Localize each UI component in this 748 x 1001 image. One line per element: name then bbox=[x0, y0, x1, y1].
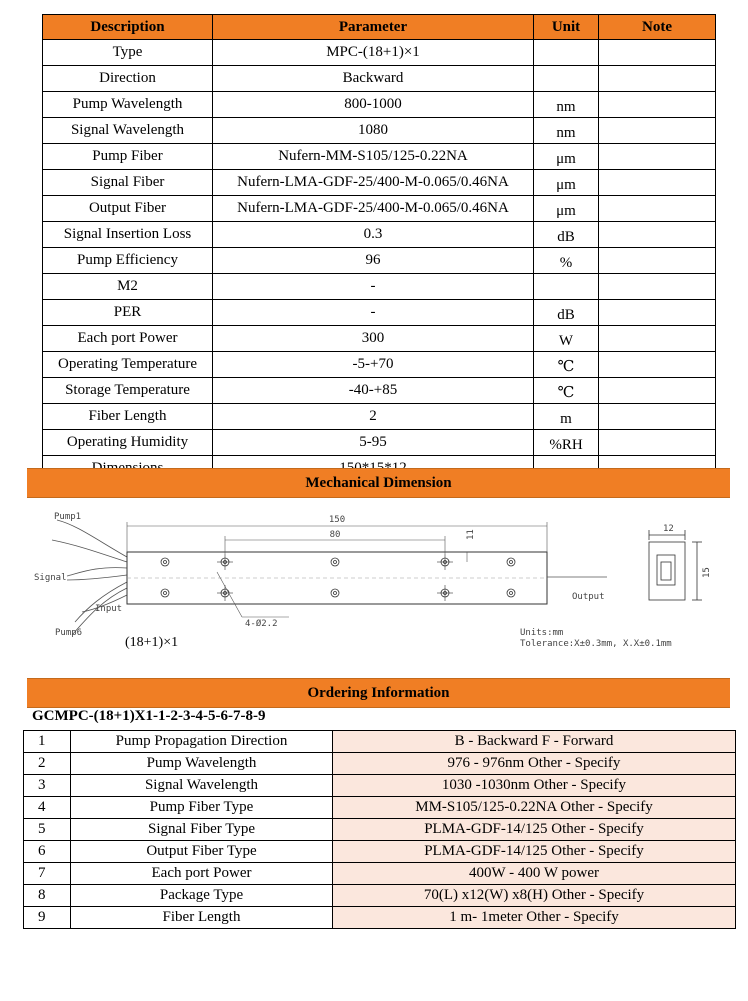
spec-unit: ℃ bbox=[534, 352, 599, 378]
spec-row bbox=[43, 248, 716, 274]
spec-row bbox=[43, 274, 716, 300]
spec-note bbox=[599, 118, 716, 144]
order-row bbox=[24, 885, 736, 907]
spec-parameter: -40-+85 bbox=[213, 378, 534, 404]
header-unit: Unit bbox=[534, 15, 599, 40]
mounting-holes bbox=[161, 558, 515, 597]
end-view bbox=[649, 530, 702, 600]
output-label: Output bbox=[572, 592, 605, 602]
spec-unit: dB bbox=[534, 300, 599, 326]
order-value: 400W - 400 W power bbox=[333, 863, 736, 885]
order-description: Each port Power bbox=[71, 863, 333, 885]
order-description: Fiber Length bbox=[71, 907, 333, 929]
spec-row bbox=[43, 430, 716, 456]
spec-row bbox=[43, 222, 716, 248]
order-description: Signal Wavelength bbox=[71, 775, 333, 797]
spec-description: PER bbox=[43, 300, 213, 326]
spec-note bbox=[599, 378, 716, 404]
spec-header-row bbox=[43, 15, 716, 40]
order-number: 9 bbox=[24, 907, 71, 929]
spec-unit: dB bbox=[534, 222, 599, 248]
spec-unit: W bbox=[534, 326, 599, 352]
spec-note bbox=[599, 92, 716, 118]
spec-note bbox=[599, 144, 716, 170]
spec-unit: μm bbox=[534, 144, 599, 170]
config-label: (18+1)×1 bbox=[125, 635, 179, 650]
spec-note bbox=[599, 196, 716, 222]
order-number: 4 bbox=[24, 797, 71, 819]
spec-parameter: Nufern-LMA-GDF-25/400-M-0.065/0.46NA bbox=[213, 170, 534, 196]
height-15-label: 15 bbox=[702, 567, 712, 578]
order-number: 5 bbox=[24, 819, 71, 841]
order-description: Signal Fiber Type bbox=[71, 819, 333, 841]
spec-description: Type bbox=[43, 40, 213, 66]
order-description: Pump Fiber Type bbox=[71, 797, 333, 819]
spec-parameter: Nufern-MM-S105/125-0.22NA bbox=[213, 144, 534, 170]
spec-parameter: -5-+70 bbox=[213, 352, 534, 378]
hole-label: 4-Ø2.2 bbox=[245, 619, 278, 629]
spec-description: Storage Temperature bbox=[43, 378, 213, 404]
spec-note bbox=[599, 352, 716, 378]
spec-parameter: - bbox=[213, 274, 534, 300]
spec-description: Direction bbox=[43, 66, 213, 92]
order-value: 1 m- 1meter Other - Specify bbox=[333, 907, 736, 929]
spec-parameter: 1080 bbox=[213, 118, 534, 144]
input-label: Input bbox=[95, 604, 123, 614]
spec-unit bbox=[534, 66, 599, 92]
spec-parameter: 2 bbox=[213, 404, 534, 430]
spec-row bbox=[43, 40, 716, 66]
header-description: Description bbox=[43, 15, 213, 40]
order-number: 7 bbox=[24, 863, 71, 885]
spec-description: Fiber Length bbox=[43, 404, 213, 430]
spec-unit bbox=[534, 274, 599, 300]
order-description: Package Type bbox=[71, 885, 333, 907]
order-row bbox=[24, 797, 736, 819]
order-number: 1 bbox=[24, 731, 71, 753]
order-row bbox=[24, 907, 736, 929]
spec-description: Signal Wavelength bbox=[43, 118, 213, 144]
spec-parameter: 0.3 bbox=[213, 222, 534, 248]
spec-row bbox=[43, 326, 716, 352]
header-parameter: Parameter bbox=[213, 15, 534, 40]
pump6-label: Pump6 bbox=[55, 628, 83, 638]
spec-description: Signal Fiber bbox=[43, 170, 213, 196]
spec-parameter: Backward bbox=[213, 66, 534, 92]
spec-description: Each port Power bbox=[43, 326, 213, 352]
height-11-label: 11 bbox=[466, 529, 476, 540]
spec-parameter: Nufern-LMA-GDF-25/400-M-0.065/0.46NA bbox=[213, 196, 534, 222]
spec-note bbox=[599, 430, 716, 456]
header-note: Note bbox=[599, 15, 716, 40]
spec-parameter: 5-95 bbox=[213, 430, 534, 456]
spec-description: Pump Fiber bbox=[43, 144, 213, 170]
order-row bbox=[24, 819, 736, 841]
spec-unit: % bbox=[534, 248, 599, 274]
pump1-label: Pump1 bbox=[54, 512, 82, 522]
ordering-table bbox=[23, 730, 736, 929]
spec-description: Pump Efficiency bbox=[43, 248, 213, 274]
spec-row bbox=[43, 170, 716, 196]
spec-description: Operating Temperature bbox=[43, 352, 213, 378]
spec-unit: μm bbox=[534, 170, 599, 196]
spec-description: Pump Wavelength bbox=[43, 92, 213, 118]
spec-row bbox=[43, 378, 716, 404]
order-row bbox=[24, 731, 736, 753]
order-value: PLMA-GDF-14/125 Other - Specify bbox=[333, 819, 736, 841]
spec-unit: ℃ bbox=[534, 378, 599, 404]
order-number: 6 bbox=[24, 841, 71, 863]
spec-unit bbox=[534, 40, 599, 66]
length-80-label: 80 bbox=[329, 530, 341, 540]
tolerance-label: Tolerance:X±0.3mm, X.X±0.1mm bbox=[520, 639, 672, 649]
spec-row bbox=[43, 300, 716, 326]
order-value: B - Backward F - Forward bbox=[333, 731, 736, 753]
order-value: 976 - 976nm Other - Specify bbox=[333, 753, 736, 775]
spec-note bbox=[599, 248, 716, 274]
order-number: 8 bbox=[24, 885, 71, 907]
spec-description: Operating Humidity bbox=[43, 430, 213, 456]
spec-note bbox=[599, 274, 716, 300]
spec-note bbox=[599, 326, 716, 352]
order-description: Output Fiber Type bbox=[71, 841, 333, 863]
spec-table bbox=[42, 14, 716, 482]
order-value: 70(L) x12(W) x8(H) Other - Specify bbox=[333, 885, 736, 907]
spec-unit: %RH bbox=[534, 430, 599, 456]
ordering-information-title: Ordering Information bbox=[27, 678, 730, 708]
spec-parameter: 96 bbox=[213, 248, 534, 274]
spec-description: M2 bbox=[43, 274, 213, 300]
spec-note bbox=[599, 66, 716, 92]
spec-unit: nm bbox=[534, 118, 599, 144]
spec-description: Output Fiber bbox=[43, 196, 213, 222]
order-row bbox=[24, 863, 736, 885]
spec-description: Signal Insertion Loss bbox=[43, 222, 213, 248]
order-row bbox=[24, 775, 736, 797]
spec-parameter: 300 bbox=[213, 326, 534, 352]
spec-parameter: - bbox=[213, 300, 534, 326]
order-value: PLMA-GDF-14/125 Other - Specify bbox=[333, 841, 736, 863]
order-description: Pump Propagation Direction bbox=[71, 731, 333, 753]
spec-parameter: MPC-(18+1)×1 bbox=[213, 40, 534, 66]
width-12-label: 12 bbox=[663, 524, 674, 534]
order-value: 1030 -1030nm Other - Specify bbox=[333, 775, 736, 797]
length-150-label: 150 bbox=[328, 515, 346, 525]
spec-note bbox=[599, 170, 716, 196]
order-row bbox=[24, 753, 736, 775]
spec-row bbox=[43, 118, 716, 144]
spec-unit: μm bbox=[534, 196, 599, 222]
spec-unit: m bbox=[534, 404, 599, 430]
spec-row bbox=[43, 404, 716, 430]
spec-note bbox=[599, 404, 716, 430]
spec-row bbox=[43, 92, 716, 118]
spec-row bbox=[43, 144, 716, 170]
order-number: 3 bbox=[24, 775, 71, 797]
spec-row bbox=[43, 196, 716, 222]
spec-row bbox=[43, 66, 716, 92]
mechanical-drawing bbox=[27, 500, 727, 660]
spec-parameter: 800-1000 bbox=[213, 92, 534, 118]
units-label: Units:mm bbox=[520, 628, 564, 638]
spec-note bbox=[599, 222, 716, 248]
spec-row bbox=[43, 352, 716, 378]
spec-note bbox=[599, 300, 716, 326]
order-number: 2 bbox=[24, 753, 71, 775]
mechanical-dimension-title: Mechanical Dimension bbox=[27, 468, 730, 498]
spec-unit: nm bbox=[534, 92, 599, 118]
order-description: Pump Wavelength bbox=[71, 753, 333, 775]
order-row bbox=[24, 841, 736, 863]
spec-note bbox=[599, 40, 716, 66]
model-code: GCMPC-(18+1)X1-1-2-3-4-5-6-7-8-9 bbox=[32, 708, 266, 724]
order-value: MM-S105/125-0.22NA Other - Specify bbox=[333, 797, 736, 819]
signal-label: Signal bbox=[34, 573, 67, 583]
